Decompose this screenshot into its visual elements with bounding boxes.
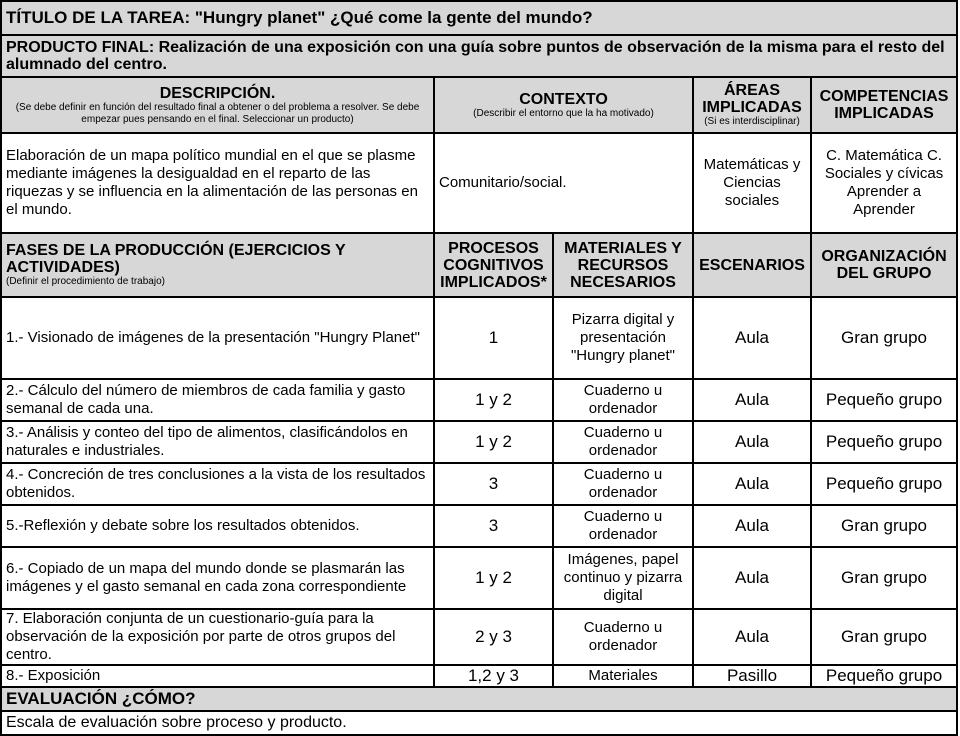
fase-escenario: Aula: [693, 297, 811, 379]
fase-procesos: 1: [434, 297, 553, 379]
header-descripcion-label: DESCRIPCIÓN.: [159, 84, 276, 102]
fase-actividad: 8.- Exposición: [1, 665, 434, 687]
task-title: TÍTULO DE LA TAREA: "Hungry planet" ¿Qué come la gente del mundo?: [1, 1, 957, 35]
header-contexto: [434, 77, 693, 133]
fase-escenario: Aula: [693, 505, 811, 547]
fase-escenario: Aula: [693, 421, 811, 463]
fase-escenario: Aula: [693, 547, 811, 609]
fase-organizacion: Gran grupo: [811, 505, 957, 547]
competencias-text: C. Matemática C. Sociales y cívicas Aprender a Aprender: [811, 133, 957, 233]
fase-procesos: 3: [434, 463, 553, 505]
fase-materiales: Materiales: [553, 665, 693, 687]
header-descripcion: [1, 77, 434, 133]
evaluacion-title: EVALUACIÓN ¿CÓMO?: [1, 687, 957, 711]
areas-text: Matemáticas y Ciencias sociales: [693, 133, 811, 233]
final-product: PRODUCTO FINAL: Realización de una exposición con una guía sobre puntos de observación de la misma para el resto del alumnado del centro.: [1, 35, 957, 77]
table-row: [1, 665, 957, 687]
fase-organizacion: Pequeño grupo: [811, 463, 957, 505]
fase-organizacion: Gran grupo: [811, 547, 957, 609]
header-areas-note: (Si es interdisciplinar): [704, 116, 800, 127]
fase-procesos: 1 y 2: [434, 547, 553, 609]
fase-procesos: 1 y 2: [434, 379, 553, 421]
header-contexto-note: (Describir el entorno que la ha motivado): [473, 107, 654, 119]
fase-materiales: Cuaderno u ordenador: [553, 463, 693, 505]
fase-procesos: 1,2 y 3: [434, 665, 553, 687]
header-areas-label: ÁREAS IMPLICADAS: [702, 82, 802, 116]
fase-actividad: 3.- Análisis y conteo del tipo de alimentos, clasificándolos en naturales e industriales.: [1, 421, 434, 463]
table-row: [1, 609, 957, 665]
fase-escenario: Pasillo: [693, 665, 811, 687]
fase-actividad: 5.-Reflexión y debate sobre los resultados obtenidos.: [1, 505, 434, 547]
header-fases-label: FASES DE LA PRODUCCIÓN (EJERCICIOS Y ACTIVIDADES): [6, 242, 346, 276]
fase-actividad: 7. Elaboración conjunta de un cuestionario-guía para la observación de la exposición por parte de otros grupos del centro.: [1, 609, 434, 665]
fase-materiales: Cuaderno u ordenador: [553, 505, 693, 547]
header-competencias: COMPETENCIAS IMPLICADAS: [811, 77, 957, 133]
header-escenarios: ESCENARIOS: [693, 233, 811, 297]
table-row: [1, 297, 957, 379]
fase-escenario: Aula: [693, 609, 811, 665]
fase-organizacion: Pequeño grupo: [811, 379, 957, 421]
fase-materiales: Cuaderno u ordenador: [553, 379, 693, 421]
header-organizacion: ORGANIZACIÓN DEL GRUPO: [811, 233, 957, 297]
contexto-text: Comunitario/social.: [434, 133, 693, 233]
header-areas: [693, 77, 811, 133]
table-row: [1, 505, 957, 547]
header-materiales: MATERIALES Y RECURSOS NECESARIOS: [553, 233, 693, 297]
fase-materiales: Imágenes, papel continuo y pizarra digital: [553, 547, 693, 609]
header-procesos: PROCESOS COGNITIVOS IMPLICADOS*: [434, 233, 553, 297]
fase-escenario: Aula: [693, 463, 811, 505]
fase-actividad: 6.- Copiado de un mapa del mundo donde se plasmarán las imágenes y el gasto semanal en cada zona correspondiente: [1, 547, 434, 609]
descripcion-text: Elaboración de un mapa político mundial en el que se plasme mediante imágenes la desigualdad en el reparto de las riquezas y se influencia en la alimentación de las personas en el mundo.: [1, 133, 434, 233]
fase-actividad: 2.- Cálculo del número de miembros de cada familia y gasto semanal de cada una.: [1, 379, 434, 421]
fase-materiales: Cuaderno u ordenador: [553, 421, 693, 463]
fase-organizacion: Pequeño grupo: [811, 421, 957, 463]
fase-organizacion: Pequeño grupo: [811, 665, 957, 687]
header-fases: [1, 233, 434, 297]
evaluacion-text: Escala de evaluación sobre proceso y producto.: [1, 711, 957, 735]
fase-actividad: 4.- Concreción de tres conclusiones a la vista de los resultados obtenidos.: [1, 463, 434, 505]
fase-procesos: 3: [434, 505, 553, 547]
fase-actividad: 1.- Visionado de imágenes de la presentación "Hungry Planet": [1, 297, 434, 379]
fase-organizacion: Gran grupo: [811, 297, 957, 379]
fase-materiales: Pizarra digital y presentación "Hungry planet": [553, 297, 693, 379]
header-fases-note: (Definir el procedimiento de trabajo): [6, 276, 165, 287]
fase-organizacion: Gran grupo: [811, 609, 957, 665]
table-row: [1, 421, 957, 463]
table-row: [1, 463, 957, 505]
header-contexto-label: CONTEXTO: [519, 90, 608, 108]
fase-escenario: Aula: [693, 379, 811, 421]
fase-materiales: Cuaderno u ordenador: [553, 609, 693, 665]
table-row: [1, 379, 957, 421]
table-row: [1, 547, 957, 609]
fase-procesos: 1 y 2: [434, 421, 553, 463]
fase-procesos: 2 y 3: [434, 609, 553, 665]
header-descripcion-note: (Se debe definir en función del resultado final a obtener o del problema a resolver. Se debe empezar pues pensando en el final. Seleccionar un producto): [15, 101, 420, 125]
